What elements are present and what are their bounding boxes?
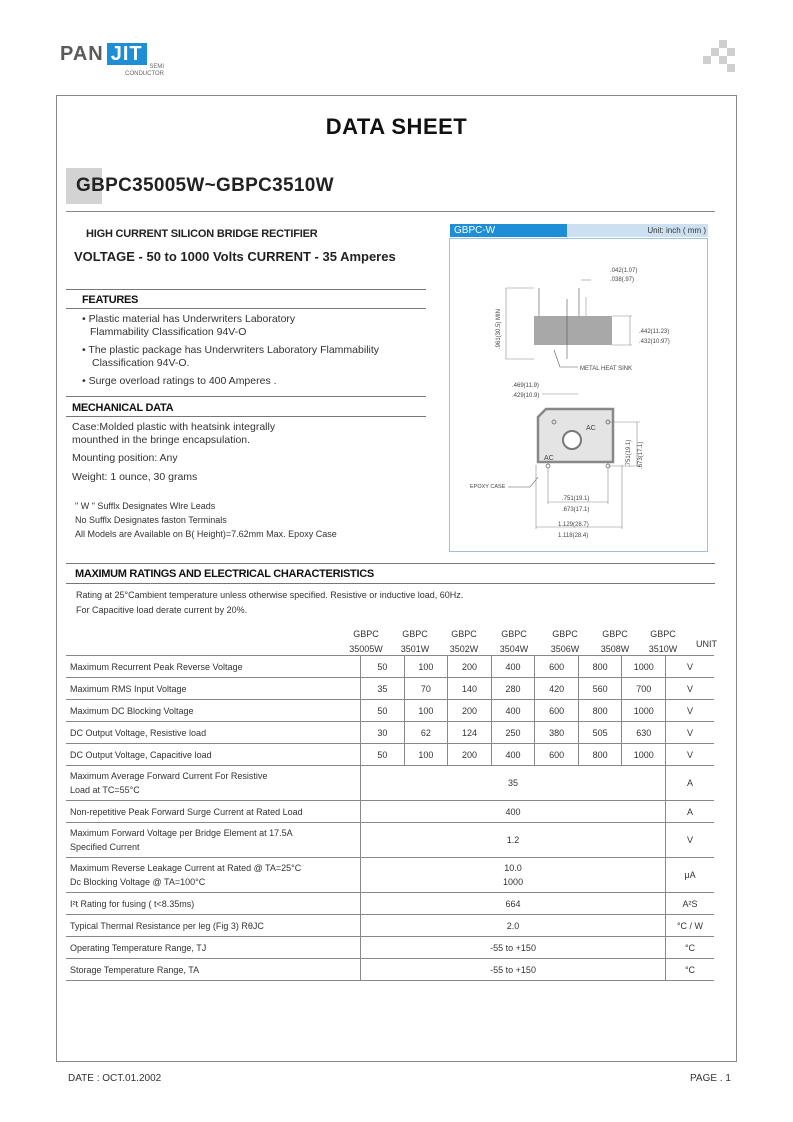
divider — [66, 563, 715, 564]
svg-text:EPOXY CASE: EPOXY CASE — [470, 484, 506, 490]
cell-value: 280 — [491, 678, 535, 700]
logo-text-pan: PAN — [60, 42, 104, 65]
cell-unit: μA — [666, 858, 714, 893]
case-line: Case:Molded plastic with heatsink integrally — [72, 421, 276, 433]
ratings-note: For Capacitive load derate current by 20%. — [76, 605, 248, 615]
column-header — [342, 627, 390, 657]
divider — [66, 308, 426, 309]
column-header — [440, 627, 488, 657]
case-line: mounthed in the bringe encapsulation. — [72, 434, 251, 446]
cell-unit: °C / W — [666, 915, 714, 937]
divider — [66, 289, 426, 290]
divider — [66, 416, 426, 417]
cell-value: 200 — [448, 744, 492, 766]
features-heading: FEATURES — [82, 294, 139, 306]
cell-value: -55 to +150 — [361, 959, 666, 981]
svg-text:1.118(28.4): 1.118(28.4) — [558, 533, 589, 539]
table-row — [66, 858, 714, 893]
svg-text:.038(.97): .038(.97) — [610, 277, 635, 283]
row-label-line: Dc Blocking Voltage @ TA=100°C — [70, 877, 206, 887]
cell-value: 50 — [361, 656, 405, 678]
mechanical-case — [72, 421, 275, 447]
ratings-table — [66, 655, 714, 981]
feature-line: • The plastic package has Underwriters Laboratory Flammability — [82, 344, 380, 356]
column-header-line: 35005W — [349, 644, 383, 654]
row-label — [66, 823, 361, 858]
logo-sub-line1: SEMI — [149, 64, 164, 70]
svg-text:.961(30.5) MIN: .961(30.5) MIN — [496, 308, 502, 349]
row-label: I²t Rating for fusing ( t<8.35ms) — [66, 893, 361, 915]
column-header-line: GBPC — [552, 629, 578, 639]
row-label: Operating Temperature Range, TJ — [66, 937, 361, 959]
column-header — [391, 627, 439, 657]
table-row — [66, 893, 714, 915]
cell-value: 124 — [448, 722, 492, 744]
row-label: Non-repetitive Peak Forward Surge Current at Rated Load — [66, 801, 361, 823]
cell-unit: A — [666, 801, 714, 823]
cell-value: 140 — [448, 678, 492, 700]
cell-value: 400 — [491, 700, 535, 722]
svg-text:1.129(28.7): 1.129(28.7) — [558, 522, 589, 528]
divider — [66, 396, 426, 397]
logo-sub-line2: CONDUCTOR — [125, 71, 164, 77]
cell-unit: A²S — [666, 893, 714, 915]
ratings-summary: VOLTAGE - 50 to 1000 Volts CURRENT - 35 Amperes — [74, 249, 396, 264]
panjit-logo — [60, 42, 147, 66]
cell-value: 560 — [578, 678, 622, 700]
table-row — [66, 937, 714, 959]
cell-unit: °C — [666, 937, 714, 959]
svg-text:.042(1.07): .042(1.07) — [610, 268, 638, 274]
ratings-notes — [76, 588, 463, 618]
note-line: " W " Sufflx Designates Wlre Leads — [75, 501, 216, 511]
table-row — [66, 801, 714, 823]
svg-text:.469(11.9): .469(11.9) — [512, 383, 539, 389]
note-line: All Models are Available on B( Height)=7.62mm Max. Epoxy Case — [75, 529, 337, 539]
column-header-line: 3502W — [449, 644, 479, 654]
feature-line: Classification 94V-O. — [92, 357, 190, 369]
cell-value: 400 — [491, 744, 535, 766]
column-header — [591, 627, 639, 657]
divider — [66, 211, 715, 212]
note-line: No Sufflx Designates faston Terminals — [75, 515, 227, 525]
cell-value: 50 — [361, 744, 405, 766]
row-label-line: Maximum Forward Voltage per Bridge Element at 17.5A — [70, 828, 293, 838]
column-header-line: GBPC — [501, 629, 527, 639]
column-header-line: GBPC — [402, 629, 428, 639]
cell-value: 800 — [578, 656, 622, 678]
cell-value: 1.2 — [361, 823, 666, 858]
column-header-line: 3501W — [400, 644, 430, 654]
cell-value: 35 — [361, 766, 666, 801]
ratings-note: Rating at 25°Cambient temperature unless otherwise specified. Resistive or inductive load, 60Hz. — [76, 590, 464, 600]
package-outline-drawing — [450, 239, 707, 551]
svg-text:.751(19.1): .751(19.1) — [562, 496, 590, 502]
cell-value: 400 — [361, 801, 666, 823]
row-label-line: Specified Current — [70, 842, 140, 852]
feature-item — [82, 375, 277, 388]
unit-column-header: UNIT — [696, 639, 717, 649]
footer-date: DATE : OCT.01.2002 — [68, 1073, 162, 1084]
cell-value: 1000 — [622, 656, 666, 678]
footer-page-number: PAGE . 1 — [690, 1073, 731, 1084]
table-row — [66, 766, 714, 801]
feature-line: • Surge overload ratings to 400 Amperes . — [82, 375, 277, 387]
cell-value: 600 — [535, 744, 579, 766]
column-header-line: GBPC — [602, 629, 628, 639]
table-row — [66, 700, 714, 722]
table-row — [66, 656, 714, 678]
column-header-line: 3506W — [550, 644, 580, 654]
cell-value: 30 — [361, 722, 405, 744]
column-header-line: 3504W — [499, 644, 529, 654]
column-header-line: 3508W — [600, 644, 630, 654]
cell-unit: A — [666, 766, 714, 801]
table-row — [66, 915, 714, 937]
row-label-line: Maximum Average Forward Current For Resistive — [70, 771, 268, 781]
package-name: GBPC-W — [454, 225, 496, 236]
feature-line: Flammability Classification 94V-O — [90, 326, 247, 338]
cell-value: 2.0 — [361, 915, 666, 937]
svg-text:.429(10.9): .429(10.9) — [512, 393, 540, 399]
row-label: Maximum DC Blocking Voltage — [66, 700, 361, 722]
row-label: Maximum RMS Input Voltage — [66, 678, 361, 700]
table-row — [66, 744, 714, 766]
svg-text:.673(17.1): .673(17.1) — [562, 507, 590, 513]
svg-text:.673(17.1): .673(17.1) — [638, 441, 644, 469]
row-label: Typical Thermal Resistance per leg (Fig 3) RθJC — [66, 915, 361, 937]
mechanical-heading: MECHANICAL DATA — [72, 402, 174, 414]
cell-unit: V — [666, 678, 714, 700]
cell-value: 50 — [361, 700, 405, 722]
cell-value-line: 10.0 — [504, 863, 522, 873]
cell-value: 250 — [491, 722, 535, 744]
decorative-squares-icon — [703, 40, 743, 80]
cell-value: 800 — [578, 744, 622, 766]
cell-value: 380 — [535, 722, 579, 744]
cell-value — [361, 858, 666, 893]
row-label: DC Output Voltage, Resistive load — [66, 722, 361, 744]
cell-unit: V — [666, 700, 714, 722]
cell-value: 1000 — [622, 744, 666, 766]
cell-value: 1000 — [622, 700, 666, 722]
ratings-heading: MAXIMUM RATINGS AND ELECTRICAL CHARACTERISTICS — [75, 568, 374, 580]
row-label — [66, 766, 361, 801]
document-title: DATA SHEET — [325, 114, 468, 139]
cell-unit: V — [666, 722, 714, 744]
cell-value: 600 — [535, 656, 579, 678]
cell-value: 700 — [622, 678, 666, 700]
cell-value: 600 — [535, 700, 579, 722]
logo-text-jit: JIT — [107, 43, 147, 65]
svg-text:.442(11.23): .442(11.23) — [639, 329, 670, 335]
cell-value: 630 — [622, 722, 666, 744]
cell-value: 100 — [404, 700, 448, 722]
row-label: DC Output Voltage, Capacitive load — [66, 744, 361, 766]
svg-text:AC: AC — [544, 455, 554, 462]
mechanical-weight: Weight: 1 ounce, 30 grams — [72, 471, 198, 483]
feature-item — [82, 344, 379, 370]
cell-unit: °C — [666, 959, 714, 981]
row-label — [66, 858, 361, 893]
unit-label: Unit: inch ( mm ) — [647, 226, 706, 235]
cell-value: 664 — [361, 893, 666, 915]
part-range-title: GBPC35005W~GBPC3510W — [76, 175, 334, 196]
logo-subtitle — [122, 64, 164, 78]
column-header — [639, 627, 687, 657]
feature-line: • Plastic material has Underwriters Laboratory — [82, 313, 296, 325]
cell-unit: V — [666, 823, 714, 858]
cell-value: -55 to +150 — [361, 937, 666, 959]
mechanical-mounting: Mounting position: Any — [72, 452, 178, 464]
suffix-notes — [75, 499, 337, 541]
cell-value: 35 — [361, 678, 405, 700]
cell-value: 800 — [578, 700, 622, 722]
feature-item — [82, 313, 295, 339]
cell-value: 100 — [404, 744, 448, 766]
svg-text:METAL HEAT SINK: METAL HEAT SINK — [580, 366, 633, 372]
divider — [66, 583, 715, 584]
row-label: Maximum Recurrent Peak Reverse Voltage — [66, 656, 361, 678]
svg-text:.432(10.97): .432(10.97) — [639, 339, 670, 345]
cell-value: 70 — [404, 678, 448, 700]
column-header — [541, 627, 589, 657]
column-header-line: 3510W — [648, 644, 678, 654]
cell-value: 100 — [404, 656, 448, 678]
row-label: Storage Temperature Range, TA — [66, 959, 361, 981]
row-label-line: Load at TC=55°C — [70, 785, 140, 795]
column-header — [490, 627, 538, 657]
svg-text:.751(19.1): .751(19.1) — [626, 439, 632, 467]
table-row — [66, 959, 714, 981]
table-row — [66, 678, 714, 700]
cell-value: 200 — [448, 656, 492, 678]
svg-text:AC: AC — [586, 425, 596, 432]
row-label-line: Maximum Reverse Leakage Current at Rated @ TA=25°C — [70, 863, 302, 873]
cell-value: 200 — [448, 700, 492, 722]
table-row — [66, 722, 714, 744]
column-header-line: GBPC — [451, 629, 477, 639]
cell-value: 420 — [535, 678, 579, 700]
cell-value: 62 — [404, 722, 448, 744]
cell-value: 505 — [578, 722, 622, 744]
table-row — [66, 823, 714, 858]
cell-value: 400 — [491, 656, 535, 678]
cell-unit: V — [666, 656, 714, 678]
column-header-line: GBPC — [650, 629, 676, 639]
column-header-line: GBPC — [353, 629, 379, 639]
cell-value-line: 1000 — [503, 877, 524, 887]
product-subtitle: HIGH CURRENT SILICON BRIDGE RECTIFIER — [86, 228, 318, 240]
cell-unit: V — [666, 744, 714, 766]
package-diagram — [449, 238, 708, 552]
